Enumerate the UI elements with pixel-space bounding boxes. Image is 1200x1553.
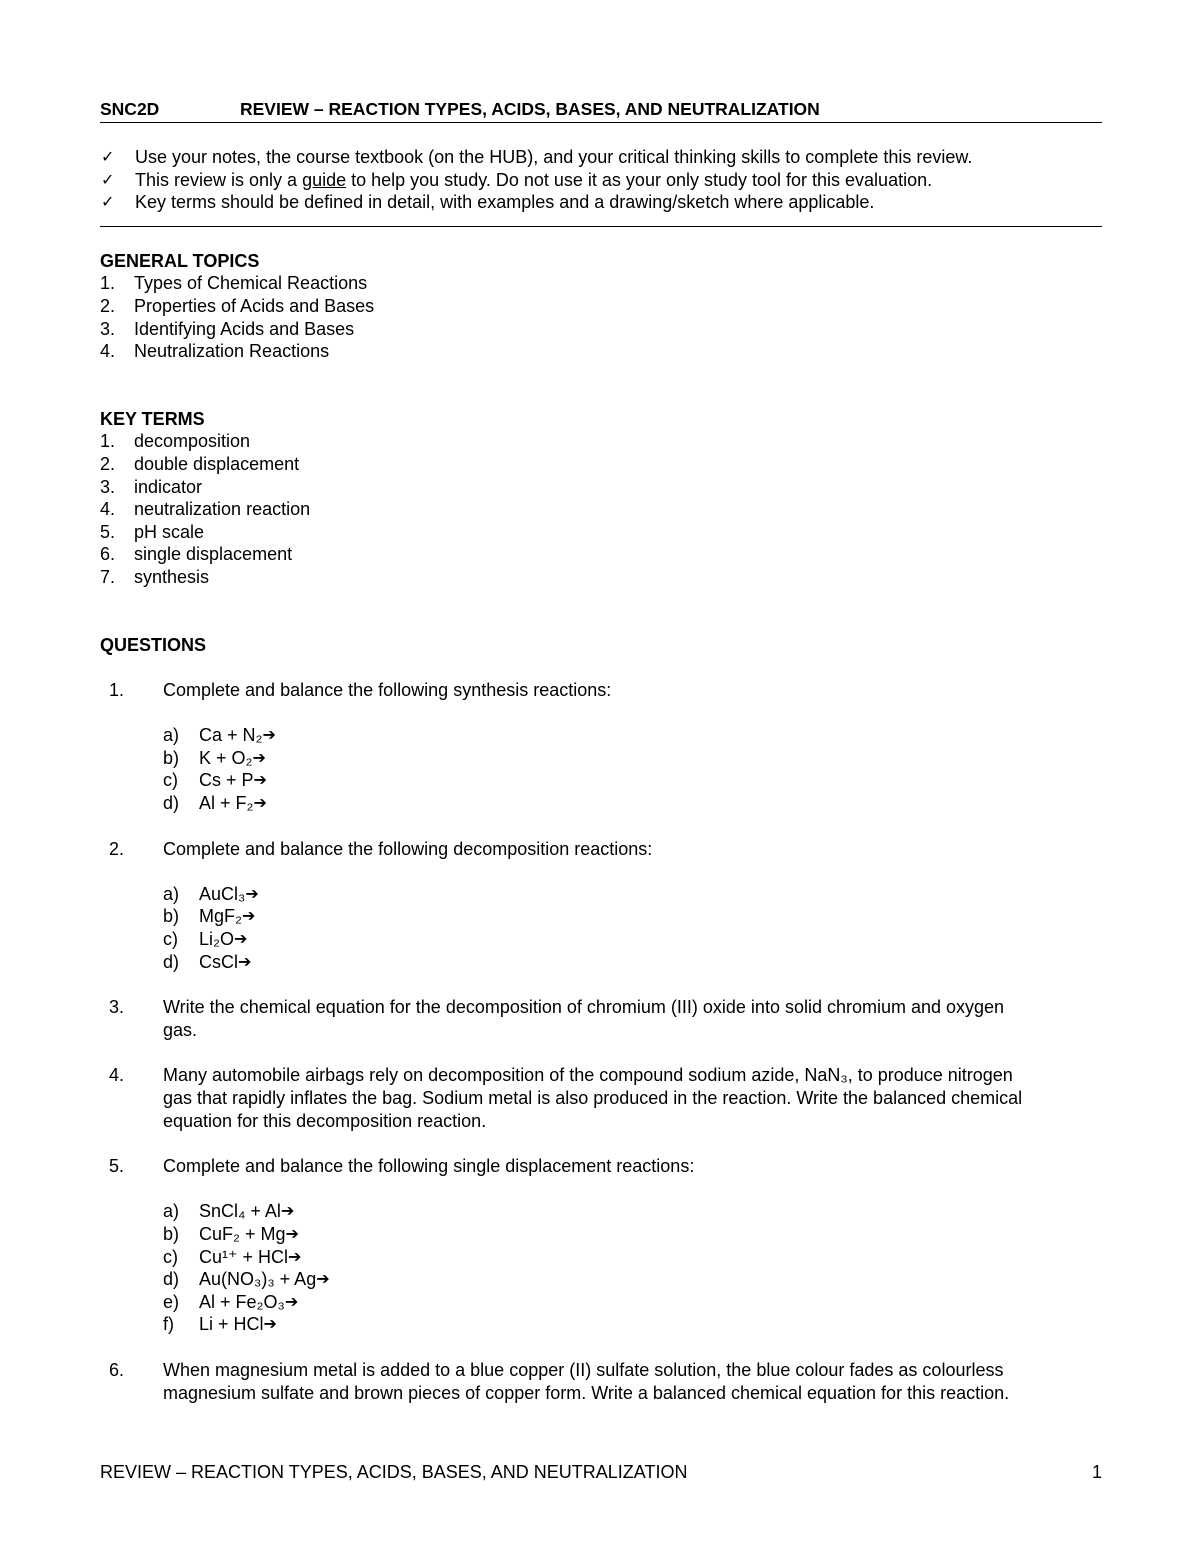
list-text: Neutralization Reactions	[134, 341, 330, 362]
sub-question-letter: c)	[163, 1246, 178, 1267]
question-number: 4.	[109, 1065, 125, 1086]
arrow-icon: ➔	[242, 906, 256, 926]
checklist-text-part: This review is only a	[135, 169, 303, 190]
equation: AuCl₃	[199, 883, 246, 904]
sub-question	[163, 724, 1102, 747]
list-text: neutralization reaction	[134, 499, 311, 520]
arrow-icon: ➔	[262, 725, 276, 745]
page-number: 1	[1091, 1462, 1102, 1482]
list-item	[100, 295, 1102, 318]
arrow-icon: ➔	[288, 1246, 302, 1266]
sub-question	[163, 1223, 1102, 1246]
equation: Cu¹⁺ + HCl	[199, 1246, 289, 1267]
sub-question	[163, 905, 1102, 928]
checklist-item	[100, 169, 1102, 192]
sub-question	[163, 883, 1102, 906]
question-text	[163, 1064, 1102, 1132]
list-item	[100, 272, 1102, 295]
question-line: gas that rapidly inflates the bag. Sodium metal is also produced in the reaction. Write the balanced chemical	[163, 1088, 1023, 1108]
question-number: 1.	[109, 680, 125, 701]
arrow-icon: ➔	[253, 793, 267, 813]
underlined-word: guide	[302, 169, 347, 190]
arrow-icon: ➔	[285, 1223, 299, 1243]
equation: SnCl₄ + Al	[199, 1201, 281, 1222]
list-number: 3.	[100, 476, 116, 497]
question-5	[100, 1155, 1102, 1336]
checklist-item	[100, 146, 1102, 169]
arrow-icon: ➔	[234, 929, 248, 949]
checklist-text	[135, 169, 1102, 192]
sub-question-list	[100, 1200, 1102, 1336]
list-item	[100, 340, 1102, 363]
list-number: 3.	[100, 318, 116, 339]
key-terms-section	[100, 408, 1102, 589]
list-text: pH scale	[134, 521, 205, 542]
checklist-item	[100, 191, 1102, 214]
document-title: REVIEW – REACTION TYPES, ACIDS, BASES, AND NEUTRALIZATION	[240, 99, 820, 119]
sub-question-letter: e)	[163, 1291, 180, 1312]
question-2	[100, 838, 1102, 974]
list-item	[100, 430, 1102, 453]
checkmark-icon: ✓	[101, 192, 115, 212]
arrow-icon: ➔	[245, 883, 259, 903]
checkmark-icon: ✓	[101, 169, 115, 189]
checklist-text: Key terms should be defined in detail, with examples and a drawing/sketch where applicable.	[135, 192, 875, 213]
equation: K + O₂	[199, 747, 253, 768]
section-heading: GENERAL TOPICS	[100, 250, 260, 271]
equation: MgF₂	[199, 906, 242, 927]
sub-question	[163, 769, 1102, 792]
list-item	[100, 498, 1102, 521]
equation: Au(NO₃)₃ + Ag	[199, 1269, 317, 1290]
question-line: When magnesium metal is added to a blue copper (II) sulfate solution, the blue colour fades as colourless	[163, 1359, 1004, 1380]
footer-title: REVIEW – REACTION TYPES, ACIDS, BASES, AND NEUTRALIZATION	[100, 1462, 688, 1482]
list-item	[100, 566, 1102, 589]
arrow-icon: ➔	[253, 770, 267, 790]
sub-question-letter: d)	[163, 1269, 180, 1290]
equation: Cs + P	[199, 770, 254, 791]
equation: Li + HCl	[199, 1314, 264, 1335]
list-number: 7.	[100, 566, 116, 587]
arrow-icon: ➔	[316, 1269, 330, 1289]
sub-question-letter: d)	[163, 951, 180, 972]
sub-question-letter: b)	[163, 906, 180, 927]
page-footer	[100, 1461, 1102, 1484]
list-item	[100, 476, 1102, 499]
list-text: Types of Chemical Reactions	[134, 273, 368, 294]
sub-question	[163, 951, 1102, 974]
checklist-text-part: to help you study. Do not use it as your only study tool for this evaluation.	[346, 169, 933, 190]
sub-question	[163, 1246, 1102, 1269]
question-number: 5.	[109, 1156, 125, 1177]
sub-question	[163, 1313, 1102, 1336]
sub-question-list	[100, 724, 1102, 814]
list-number: 4.	[100, 499, 116, 520]
sub-question-letter: b)	[163, 1223, 180, 1244]
list-item	[100, 453, 1102, 476]
instructions-checklist	[100, 146, 1102, 214]
list-item	[100, 521, 1102, 544]
sub-question	[163, 747, 1102, 770]
question-text: Complete and balance the following decomposition reactions:	[163, 838, 653, 859]
course-code: SNC2D	[100, 99, 160, 119]
question-6	[100, 1359, 1102, 1404]
sub-question-list	[100, 883, 1102, 973]
sub-question	[163, 792, 1102, 815]
equation: CuF₂ + Mg	[199, 1223, 286, 1244]
checkmark-icon: ✓	[101, 147, 115, 166]
list-number: 4.	[100, 341, 116, 362]
sub-question-letter: c)	[163, 929, 178, 950]
equation: Li₂O	[199, 929, 234, 950]
question-line: Many automobile airbags rely on decomposition of the compound sodium azide, NaN₃, to produce nitrogen	[163, 1065, 1013, 1086]
arrow-icon: ➔	[280, 1201, 295, 1221]
list-number: 1.	[100, 431, 116, 452]
questions-section	[100, 634, 1102, 1405]
question-text	[163, 996, 1102, 1041]
general-topics-section	[100, 250, 1102, 363]
question-number: 3.	[109, 997, 125, 1018]
list-number: 1.	[100, 273, 116, 294]
question-line: gas.	[163, 1019, 198, 1040]
question-line: Write the chemical equation for the decomposition of chromium (III) oxide into solid chromium and oxygen	[163, 997, 1005, 1018]
equation: Al + Fe₂O₃	[199, 1291, 285, 1312]
equation: Al + F₂	[199, 793, 254, 814]
question-1	[100, 679, 1102, 815]
list-text: double displacement	[134, 453, 300, 474]
question-4	[100, 1064, 1102, 1132]
document-page	[100, 98, 1102, 1404]
arrow-icon: ➔	[238, 951, 252, 971]
list-item	[100, 318, 1102, 341]
arrow-icon: ➔	[263, 1314, 277, 1334]
sub-question-letter: d)	[163, 793, 180, 814]
question-3	[100, 996, 1102, 1041]
horizontal-divider	[100, 226, 1102, 227]
question-text	[163, 1359, 1102, 1404]
list-item	[100, 543, 1102, 566]
list-number: 2.	[100, 295, 116, 316]
arrow-icon: ➔	[252, 747, 266, 767]
sub-question-letter: a)	[163, 883, 180, 904]
sub-question-letter: a)	[163, 725, 180, 746]
sub-question	[163, 1268, 1102, 1291]
list-text: decomposition	[134, 431, 251, 452]
document-header	[100, 98, 1102, 123]
sub-question	[163, 1291, 1102, 1314]
list-text: indicator	[134, 476, 203, 497]
list-text: Properties of Acids and Bases	[134, 295, 375, 316]
question-text: Complete and balance the following synthesis reactions:	[163, 680, 612, 701]
list-text: synthesis	[134, 566, 210, 587]
equation: Ca + N₂	[199, 725, 263, 746]
sub-question-letter: a)	[163, 1201, 180, 1222]
sub-question-letter: f)	[163, 1314, 174, 1335]
question-line: magnesium sulfate and brown pieces of copper form. Write a balanced chemical equation for this reaction.	[163, 1382, 1010, 1403]
arrow-icon: ➔	[284, 1291, 299, 1311]
sub-question-letter: b)	[163, 747, 180, 768]
list-number: 2.	[100, 453, 116, 474]
equation: CsCl	[199, 951, 238, 972]
question-text: Complete and balance the following single displacement reactions:	[163, 1156, 695, 1177]
checklist-text: Use your notes, the course textbook (on the HUB), and your critical thinking skills to complete this review.	[135, 147, 973, 167]
section-heading: KEY TERMS	[100, 408, 205, 429]
sub-question	[163, 928, 1102, 951]
question-line: equation for this decomposition reaction.	[163, 1110, 487, 1131]
list-number: 5.	[100, 521, 116, 542]
sub-question	[163, 1200, 1102, 1223]
list-text: Identifying Acids and Bases	[134, 318, 355, 339]
question-number: 2.	[109, 838, 125, 859]
section-heading: QUESTIONS	[100, 634, 207, 655]
list-text: single displacement	[134, 544, 293, 565]
list-number: 6.	[100, 544, 116, 565]
sub-question-letter: c)	[163, 770, 178, 791]
question-number: 6.	[109, 1359, 125, 1380]
